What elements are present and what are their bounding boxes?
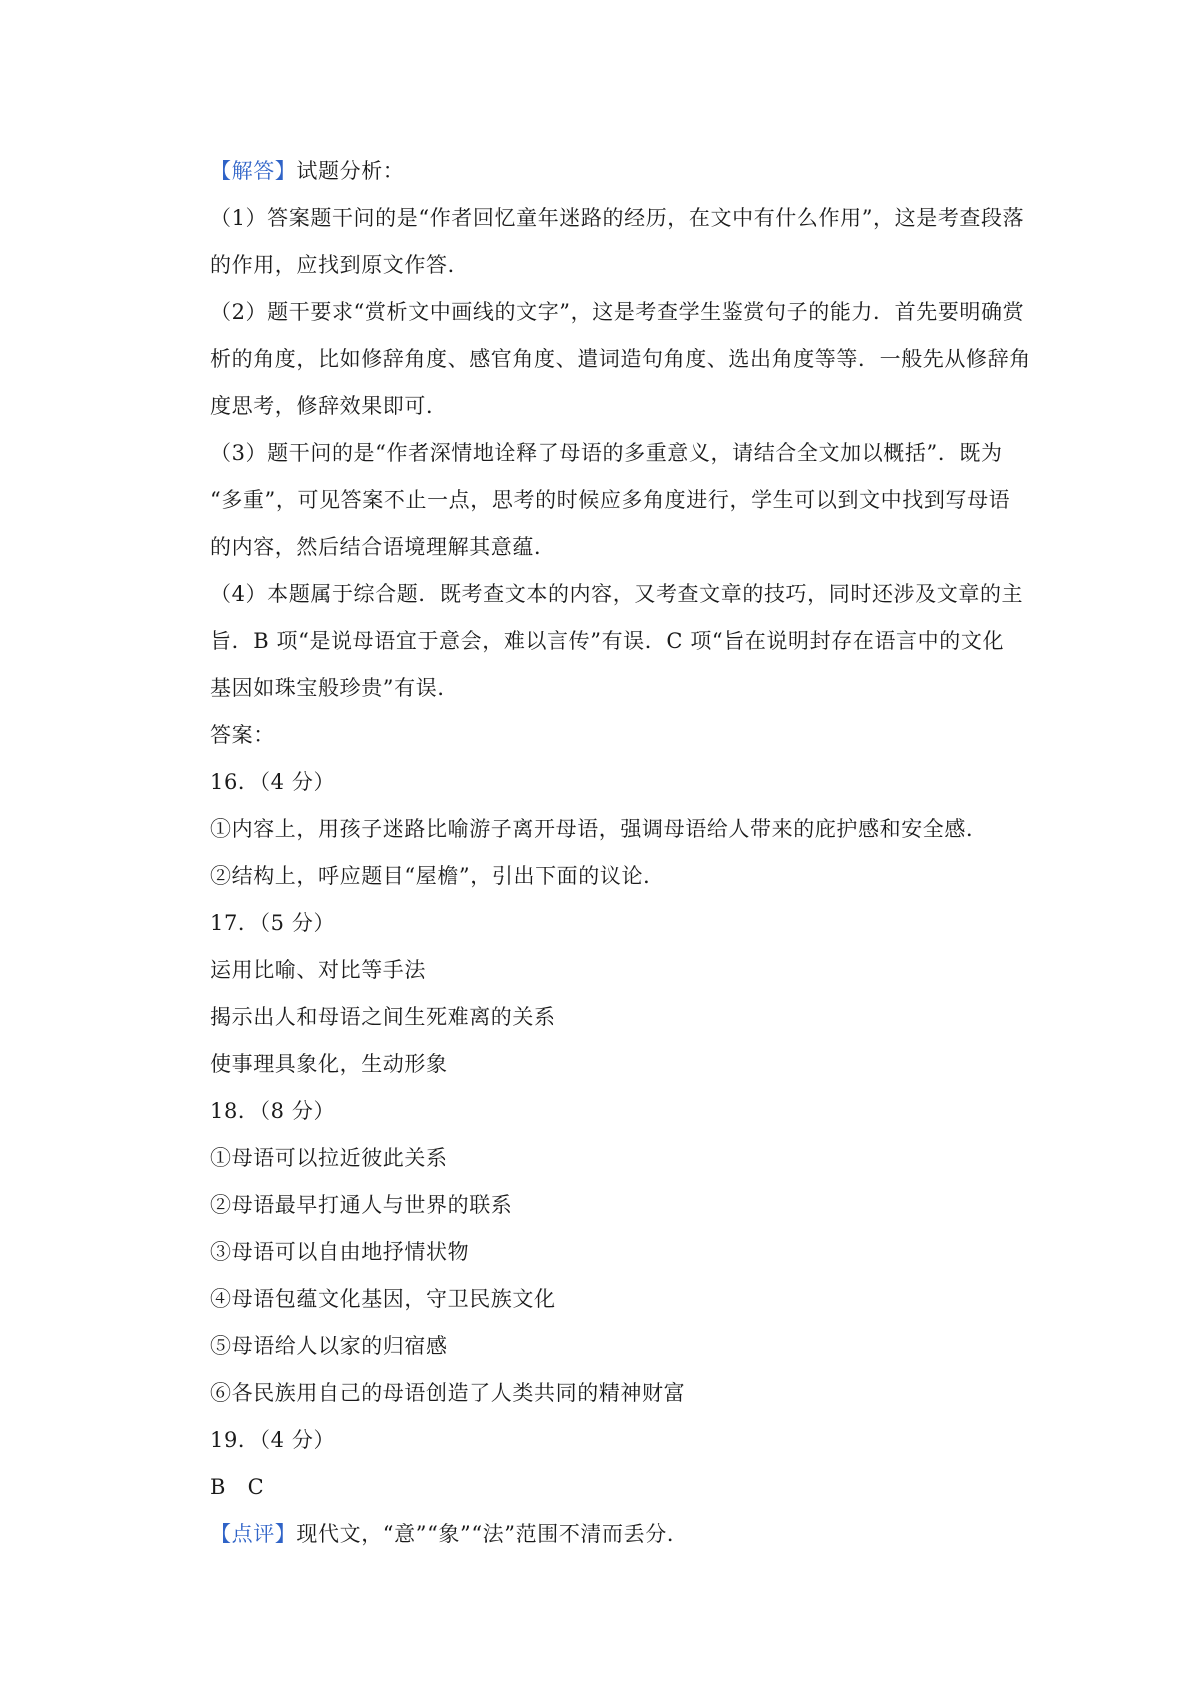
- analysis-line: （4）本题属于综合题．既考查文本的内容，又考查文章的技巧，同时还涉及文章的主: [210, 582, 1024, 606]
- question-16-answer: [210, 759, 1025, 900]
- analysis-line: “多重”，可见答案不止一点，思考的时候应多角度进行，学生可以到文中找到写母语: [210, 488, 1011, 512]
- analysis-heading-text: 试题分析：: [296, 159, 405, 183]
- answer-line: ①内容上，用孩子迷路比喻游子离开母语，强调母语给人带来的庇护感和安全感．: [210, 817, 988, 841]
- answer-line: 运用比喻、对比等手法: [210, 958, 426, 982]
- answer-line: ⑥各民族用自己的母语创造了人类共同的精神财富: [210, 1381, 686, 1405]
- answer-content: [210, 148, 1031, 1558]
- question-19-answer: [210, 1417, 1025, 1511]
- question-header: 18．（8 分）: [210, 1099, 336, 1123]
- answers-label: 答案：: [210, 723, 275, 747]
- answer-line: ①母语可以拉近彼此关系: [210, 1146, 448, 1170]
- analysis-line: 度思考，修辞效果即可．: [210, 394, 448, 418]
- question-header: 17．（5 分）: [210, 911, 336, 935]
- comment-tag: 【点评】: [210, 1522, 297, 1546]
- analysis-line: （1）答案题干问的是“作者回忆童年迷路的经历，在文中有什么作用”，这是考查段落: [210, 206, 1025, 230]
- analysis-point-2: [210, 289, 1031, 430]
- answer-line: 使事理具象化，生动形象: [210, 1052, 448, 1076]
- analysis-line: 旨．B 项“是说母语宜于意会，难以言传”有误．C 项“旨在说明封存在语言中的文化: [210, 629, 1005, 653]
- answer-line: B C: [210, 1475, 265, 1499]
- question-17-answer: [210, 900, 1025, 1088]
- answer-line: ③母语可以自由地抒情状物: [210, 1240, 470, 1264]
- analysis-line: 的内容，然后结合语境理解其意蕴．: [210, 535, 556, 559]
- comment-line: [210, 1511, 1025, 1558]
- answer-line: ⑤母语给人以家的归宿感: [210, 1334, 448, 1358]
- analysis-line: 的作用，应找到原文作答．: [210, 253, 470, 277]
- question-header: 19．（4 分）: [210, 1428, 336, 1452]
- answer-line: 揭示出人和母语之间生死难离的关系: [210, 1005, 556, 1029]
- analysis-point-4: [210, 571, 1025, 712]
- answer-tag: 【解答】: [210, 159, 297, 183]
- analysis-point-1: [210, 195, 1025, 289]
- answer-line: ④母语包蕴文化基因，守卫民族文化: [210, 1287, 556, 1311]
- analysis-line: （2）题干要求“赏析文中画线的文字”，这是考查学生鉴赏句子的能力．首先要明确赏: [210, 300, 1025, 324]
- comment-text: 现代文，“意”“象”“法”范围不清而丢分．: [296, 1522, 689, 1546]
- answer-line: ②结构上，呼应题目“屋檐”，引出下面的议论．: [210, 864, 665, 888]
- analysis-line: 析的角度，比如修辞角度、感官角度、遣词造句角度、选出角度等等．一般先从修辞角: [210, 347, 1031, 371]
- question-18-answer: [210, 1088, 1025, 1417]
- analysis-point-3: [210, 430, 1025, 571]
- analysis-heading: [210, 148, 1025, 195]
- analysis-line: （3）题干问的是“作者深情地诠释了母语的多重意义，请结合全文加以概括”．既为: [210, 441, 1003, 465]
- answer-line: ②母语最早打通人与世界的联系: [210, 1193, 513, 1217]
- analysis-line: 基因如珠宝般珍贵”有误．: [210, 676, 459, 700]
- question-header: 16．（4 分）: [210, 770, 336, 794]
